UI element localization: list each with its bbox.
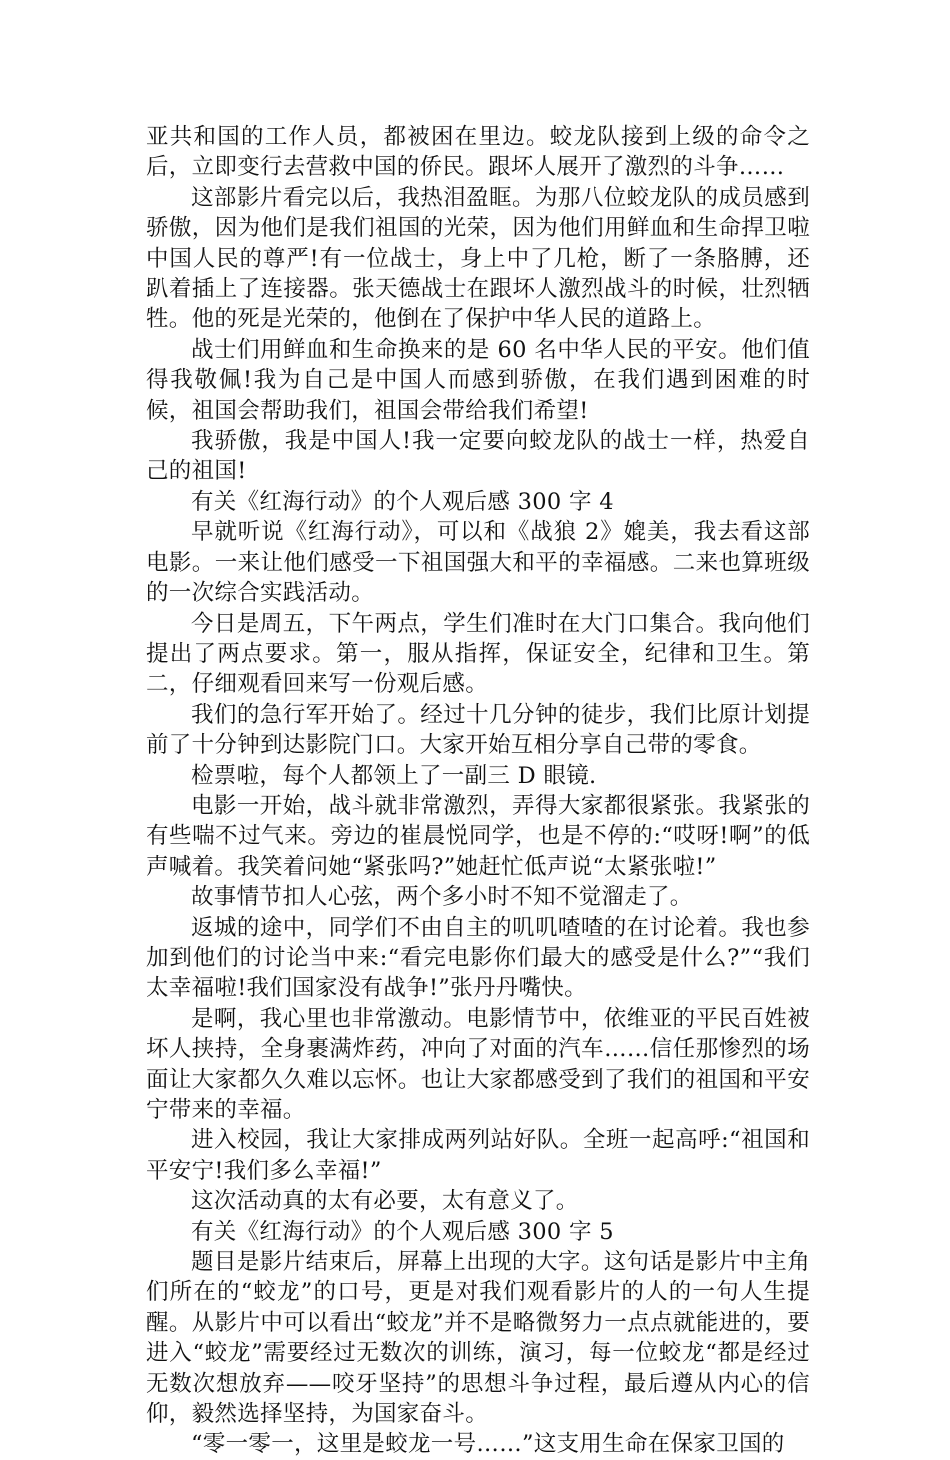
paragraph: “零一零一，这里是蛟龙一号……”这支用生命在保家卫国的 (191, 1431, 785, 1458)
paragraph: 题目是影片结束后，屏幕上出现的大字。这句话是影片中主角们所在的“蛟龙”的口号，更是对我们观看影片的人的一句人生提醒。从影片中可以看出“蛟龙”并不是略微努力一点点就能进的，要进入“蛟龙”需要经过无数次的训练，演习，每一位蛟龙“都是经过无数次想放弃——咬牙坚持”的思想斗争过程，最后遵从内心的信仰，毅然选择坚持，为国家奋斗。 (146, 1249, 810, 1428)
paragraph: 是啊，我心里也非常激动。电影情节中，依维亚的平民百姓被坏人挟持，全身裹满炸药，冲向了对面的汽车……信任那惨烈的场面让大家都久久难以忘怀。也让大家都感受到了我们的祖国和平安宁带来的幸福。 (146, 1005, 810, 1123)
paragraph: 战士们用鲜血和生命换来的是 60 名中华人民的平安。他们值得我敬佩!我为自己是中国人而感到骄傲，在我们遇到困难的时候，祖国会帮助我们，祖国会带给我们希望! (146, 336, 810, 424)
paragraph: 检票啦，每个人都领上了一副三 D 眼镜. (191, 762, 597, 789)
paragraph: 这部影片看完以后，我热泪盈眶。为那八位蛟龙队的成员感到骄傲，因为他们是我们祖国的光荣，因为他们用鲜血和生命捍卫啦中国人民的尊严!有一位战士，身上中了几枪，断了一条胳膊，还趴着插上了连接器。张天德战士在跟坏人激烈战斗的时候，壮烈牺牲。他的死是光荣的，他倒在了保护中华人民的道路上。 (146, 184, 810, 333)
paragraph: 这次活动真的太有必要，太有意义了。 (191, 1188, 579, 1215)
paragraph: 亚共和国的工作人员，都被困在里边。蛟龙队接到上级的命令之后，立即变行去营救中国的侨民。跟坏人展开了激烈的斗争…… (146, 124, 810, 181)
paragraph: 故事情节扣人心弦，两个多小时不知不觉溜走了。 (191, 884, 693, 911)
paragraph: 返城的途中，同学们不由自主的叽叽喳喳的在讨论着。我也参加到他们的讨论当中来:“看完电影你们最大的感受是什么?”“我们太幸福啦!我们国家没有战争!”张丹丹嘴快。 (146, 914, 810, 1002)
paragraph: 早就听说《红海行动》，可以和《战狼 2》媲美，我去看这部电影。一来让他们感受一下祖国强大和平的幸福感。二来也算班级的一次综合实践活动。 (146, 519, 810, 607)
section-heading: 有关《红海行动》的个人观后感 300 字 4 (191, 488, 614, 515)
paragraph: 电影一开始，战斗就非常激烈，弄得大家都很紧张。我紧张的有些喘不过气来。旁边的崔晨悦同学，也是不停的:“哎呀!啊”的低声喊着。我笑着问她“紧张吗?”她赶忙低声说“太紧张啦!” (146, 792, 810, 880)
paragraph: 今日是周五，下午两点，学生们准时在大门口集合。我向他们提出了两点要求。第一，服从指挥，保证安全，纪律和卫生。第二，仔细观看回来写一份观后感。 (146, 610, 810, 698)
section-heading: 有关《红海行动》的个人观后感 300 字 5 (191, 1218, 614, 1245)
paragraph: 我骄傲，我是中国人!我一定要向蛟龙队的战士一样，热爱自己的祖国! (146, 428, 810, 485)
document-body (146, 122, 810, 1460)
paragraph: 我们的急行军开始了。经过十几分钟的徒步，我们比原计划提前了十分钟到达影院门口。大家开始互相分享自己带的零食。 (146, 701, 810, 759)
paragraph: 进入校园，我让大家排成两列站好队。全班一起高呼:“祖国和平安宁!我们多么幸福!” (146, 1127, 810, 1184)
